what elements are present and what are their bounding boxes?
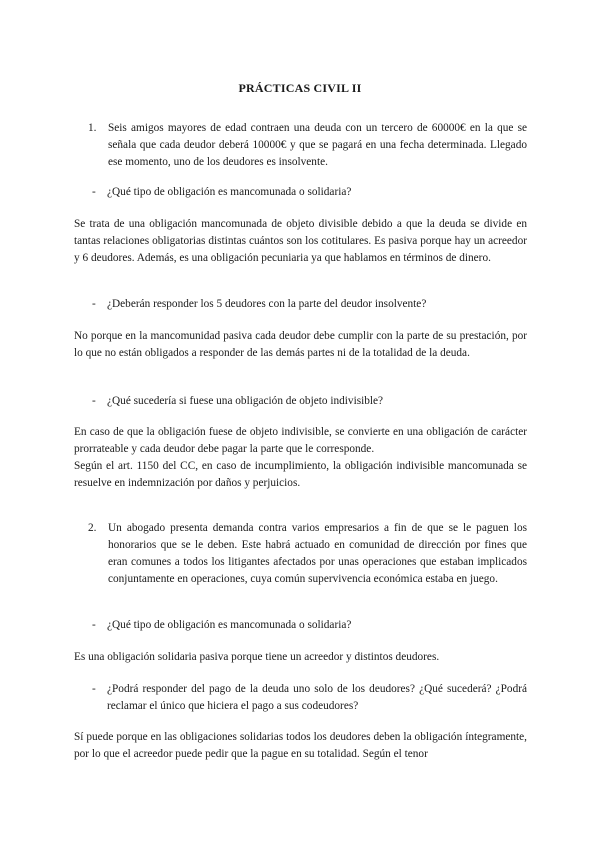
case-1-text: Seis amigos mayores de edad contraen una deuda con un tercero de 60000€ en la que se señala que cada deudor deberá 10000€ y que se pagará en una fecha determinada. Llegado ese momento, uno de los deudores es insolvente. (108, 122, 527, 168)
case-2-number: 2. (88, 522, 97, 534)
bullet-dash: - (92, 186, 96, 198)
case-2-statement (88, 520, 527, 588)
case-2-answer-2: Sí puede porque en las obligaciones solidarias todos los deudores deben la obligación íntegramente, por lo que el acreedor puede pedir que la pague en su totalidad. Según el tenor (74, 731, 527, 760)
page-title: PRÁCTICAS CIVIL II (238, 81, 362, 95)
case-2-question-1 (92, 617, 527, 634)
case-1-answer-3a: En caso de que la obligación fuese de objeto indivisible, se convierte en una obligación de carácter prorrateable y cada deudor debe pagar la parte que le corresponde. (74, 426, 527, 455)
question-text: ¿Deberán responder los 5 deudores con la parte del deudor insolvente? (107, 298, 427, 310)
case-2-question-2 (92, 681, 527, 715)
case-1-question-3 (92, 393, 527, 410)
question-text: ¿Podrá responder del pago de la deuda uno solo de los deudores? ¿Qué sucederá? ¿Podrá reclamar el único que hiciera el pago a sus codeudores? (107, 683, 527, 712)
case-1-answer-2: No porque en la mancomunidad pasiva cada deudor debe cumplir con la parte de su prestación, por lo que no están obligados a responder de las demás partes ni de la totalidad de la deuda. (74, 330, 527, 359)
case-2-answer-1: Es una obligación solidaria pasiva porque tiene un acreedor y distintos deudores. (74, 651, 440, 663)
case-1-number: 1. (88, 122, 97, 134)
case-1-answer-3b: Según el art. 1150 del CC, en caso de incumplimiento, la obligación indivisible mancomunada se resuelve en indemnización por daños y perjuicios. (74, 460, 527, 489)
question-text: ¿Qué sucedería si fuese una obligación de objeto indivisible? (107, 395, 384, 407)
bullet-dash: - (92, 683, 96, 695)
case-2-text: Un abogado presenta demanda contra varios empresarios a fin de que se le paguen los honorarios que se le deben. Este habrá actuado en comunidad de dirección por fines que eran comunes a todos los litigantes afectados por unas operaciones que estaban implicados conjuntamente en operaciones, cuya común supervivencia económica estaba en juego. (108, 522, 527, 585)
case-1-question-2 (92, 296, 527, 313)
bullet-dash: - (92, 298, 96, 310)
case-1-statement (88, 120, 527, 171)
case-1-question-1 (92, 184, 527, 201)
bullet-dash: - (92, 619, 96, 631)
case-1-answer-1: Se trata de una obligación mancomunada de objeto divisible debido a que la deuda se divide en tantas relaciones obligatorias distintas cuántos son los cotitulares. Es pasiva porque hay un acreedor y 6 deudores. Además, es una obligación pecuniaria ya que hablamos en términos de dinero. (74, 218, 527, 264)
question-text: ¿Qué tipo de obligación es mancomunada o solidaria? (107, 186, 352, 198)
bullet-dash: - (92, 395, 96, 407)
question-text: ¿Qué tipo de obligación es mancomunada o solidaria? (107, 619, 352, 631)
